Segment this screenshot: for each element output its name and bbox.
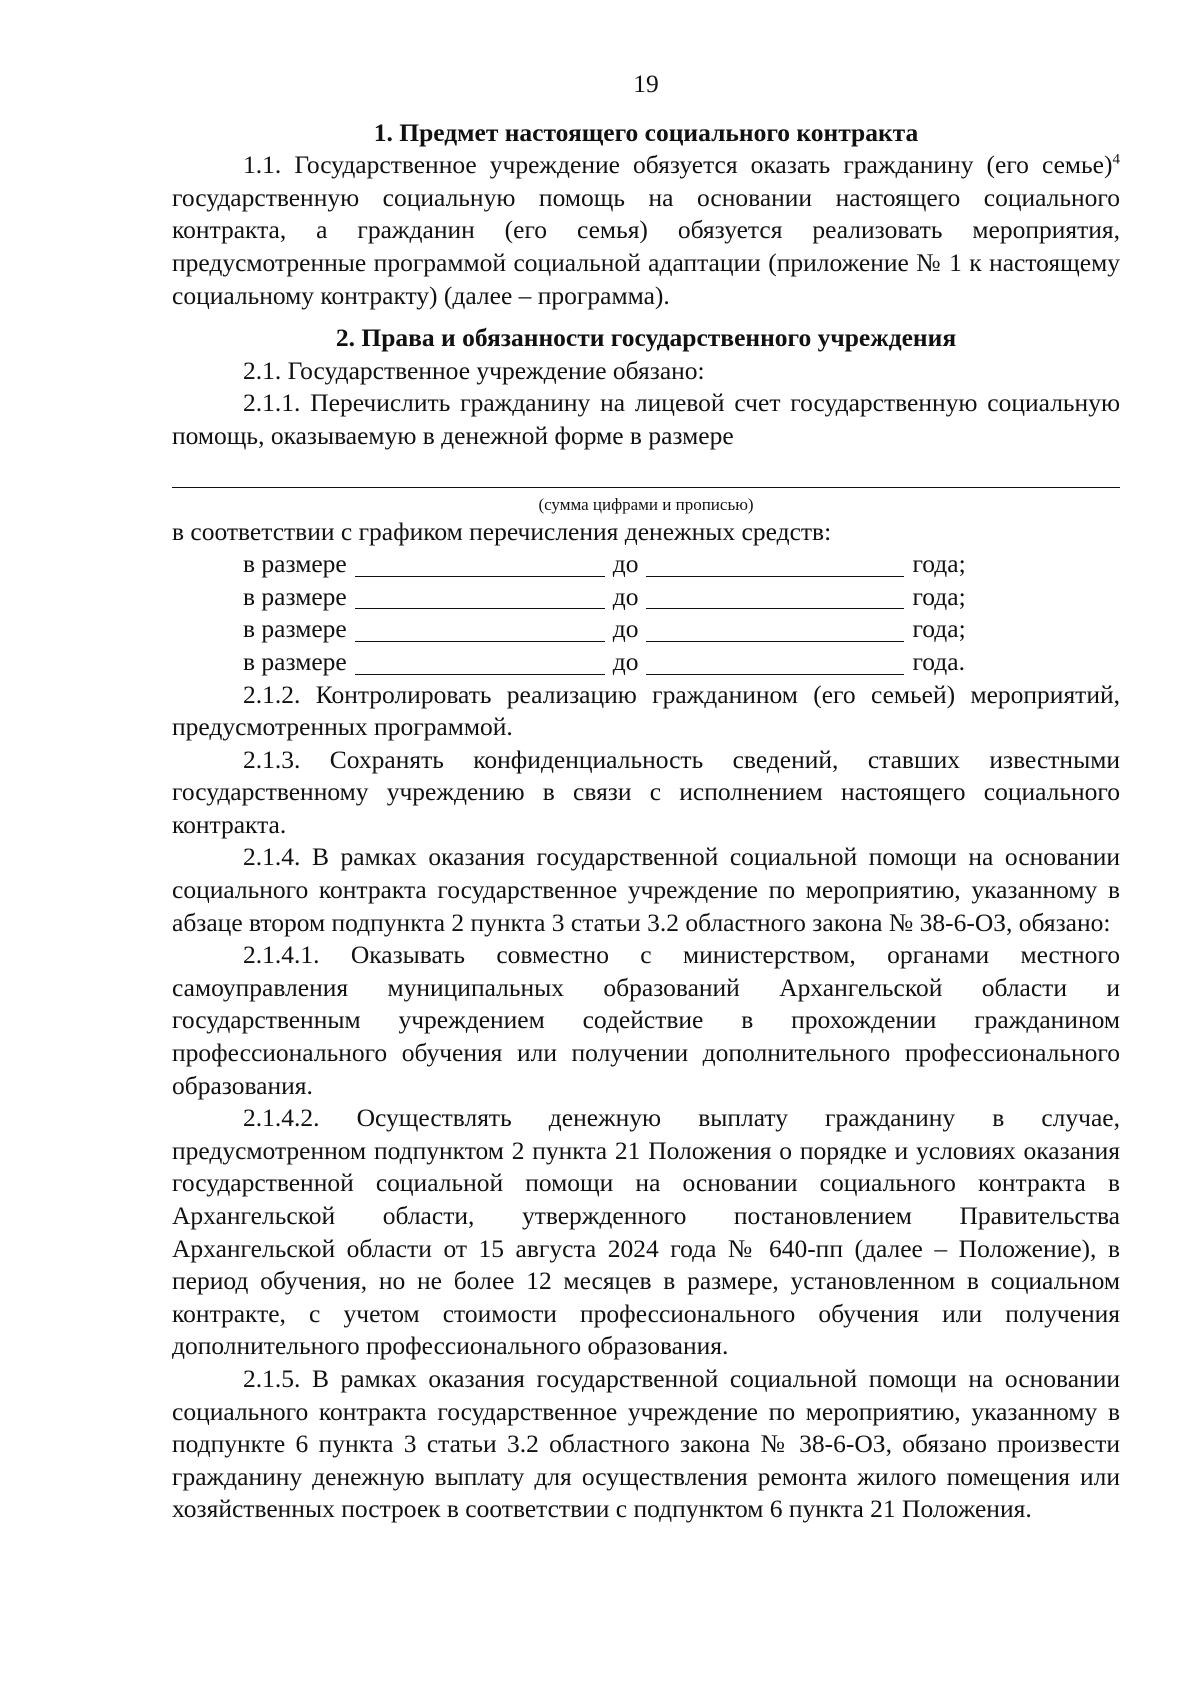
paragraph-1-1-text-a: 1.1. Государственное учреждение обязуется оказать гражданину (его семье) [243,150,1113,180]
amount-blank[interactable] [355,584,605,609]
paragraph-2-1-5: 2.1.5. В рамках оказания государственной социальной помощи на основании социального контракта государственное учреждение по мероприятию, указанному в подпункте 6 пункта 3 статьи 3.2 областного закона № 38-6-ОЗ, обязано произвести гражданину денежную выплату для осуществления ремонта жилого помещения или хозяйственных построек в соответствии с подпунктом 6 пункта 21 Положения. [172,1363,1120,1524]
sum-caption: (сумма цифрами и прописью) [538,494,754,514]
schedule-label: в размере [243,581,347,611]
paragraph-2-1-4-2: 2.1.4.2. Осуществлять денежную выплату гражданину в случае, предусмотренном подпунктом 2 пункта 21 Положения о порядке и условиях оказания государственной социальной помощи на основании социального контракта в Архангельской области, утвержденного постановлением Правительства Архангельской области от 15 августа 2024 года № 640-пп (далее – Положение), в период обучения, но не более 12 месяцев в размере, установленном в социальном контракте, с учетом стоимости профессионального обучения или получения дополнительного профессионального образования. [172,1103,1120,1361]
schedule-row [243,613,1120,646]
schedule-end: года; [912,549,966,579]
footnote-ref: 4 [1112,151,1120,168]
paragraph-2-1-4-1: 2.1.4.1. Оказывать совместно с министерством, органами местного самоуправления муниципальных образований Архангельской области и государственным учреждением содействие в прохождении гражданином профессионального обучения или получении дополнительного профессионального образования. [172,940,1120,1100]
date-blank[interactable] [646,617,904,642]
date-blank[interactable] [646,552,904,577]
schedule-mid: до [612,646,639,676]
amount-blank[interactable] [355,650,605,675]
amount-blank[interactable] [355,552,605,577]
paragraph-2-1: 2.1. Государственное учреждение обязано: [243,355,705,385]
sum-blank-line[interactable] [172,453,1120,488]
schedule-row [243,548,1120,581]
schedule-label: в размере [243,646,347,676]
schedule-mid: до [612,581,639,611]
schedule-row [243,646,1120,679]
date-blank[interactable] [646,584,904,609]
schedule-end: года. [912,646,965,676]
paragraph-2-1-3: 2.1.3. Сохранять конфиденциальность сведений, ставших известными государственному учреждению в связи с исполнением настоящего социального контракта. [172,744,1120,839]
schedule-end: года; [912,581,966,611]
paragraph-2-1-2: 2.1.2. Контролировать реализацию гражданином (его семьей) мероприятий, предусмотренных программой. [172,679,1120,742]
paragraph-1-1 [172,149,1120,312]
paragraph-1-1-text-b: государственную социальную помощь на основании настоящего социального контракта, а гражданин (его семья) обязуется реализовать мероприятия, предусмотренные программой социальной адаптации (приложение № 1 к настоящему социальному контракту) (далее – программа). [172,182,1120,310]
paragraph-2-1-4: 2.1.4. В рамках оказания государственной социальной помощи на основании социального контракта государственное учреждение по мероприятию, указанному в абзаце втором подпункта 2 пункта 3 статьи 3.2 областного закона № 38-6-ОЗ, обязано: [172,842,1120,937]
schedule-row [243,581,1120,614]
section-1-heading: 1. Предмет настоящего социального контракта [373,117,919,147]
schedule-mid: до [612,614,639,644]
section-2-heading: 2. Права и обязанности государственного учреждения [335,323,957,353]
schedule-intro: в соответствии с графиком перечисления денежных средств: [172,516,832,546]
date-blank[interactable] [646,650,904,675]
schedule-mid: до [612,549,639,579]
amount-blank[interactable] [355,617,605,642]
page-number: 19 [633,69,659,98]
schedule-label: в размере [243,614,347,644]
paragraph-2-1-1: 2.1.1. Перечислить гражданину на лицевой счет государственную социальную помощь, оказываемую в денежной форме в размере [172,388,1120,450]
schedule-end: года; [912,614,966,644]
schedule-label: в размере [243,549,347,579]
